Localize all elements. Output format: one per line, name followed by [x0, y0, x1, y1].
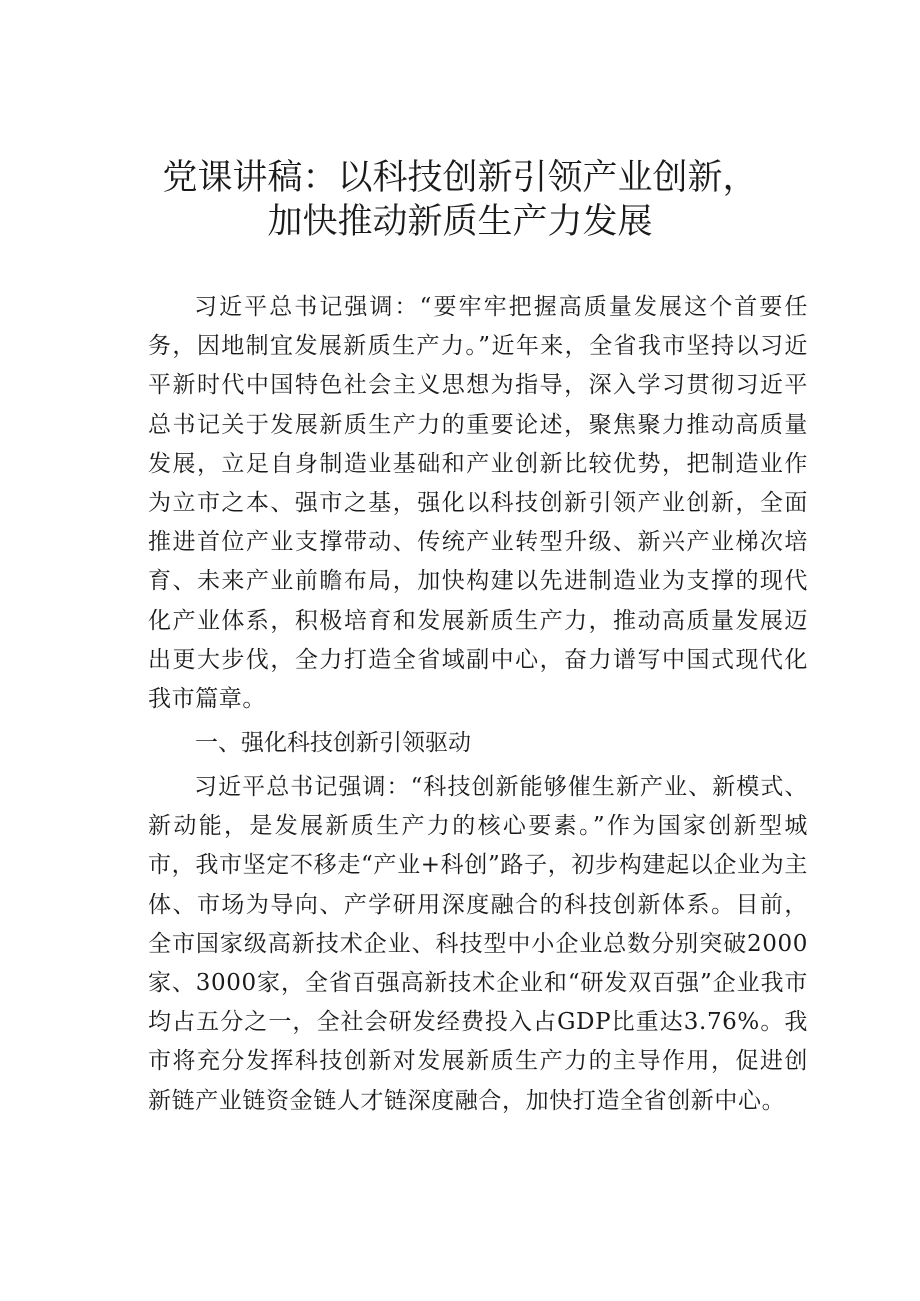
document-title-line-1: 党课讲稿：以科技创新引领产业创新，: [162, 158, 758, 198]
document-title-line-2: 加快推动新质生产力发展: [267, 202, 653, 242]
section-1-paragraph: 习近平总书记强调：“科技创新能够催生新产业、新模式、新动能，是发展新质生产力的核心要素。”作为国家创新型城市，我市坚定不移走“产业+科创”路子，初步构建起以企业为主体、市场为导向、产学研用深度融合的科技创新体系。目前，全市国家级高新技术企业、科技型中小企业总数分别突破2000家、3000家，全省百强高新技术企业和“研发双百强”企业我市均占五分之一，全社会研发经费投入占GDP比重达3.76%。我市将充分发挥科技创新对发展新质生产力的主导作用，促进创新链产业链资金链人才链深度融合，加快打造全省创新中心。: [148, 774, 808, 1114]
section-1-heading: 一、强化科技创新引领驱动: [195, 730, 471, 756]
intro-paragraph: 习近平总书记强调：“要牢牢把握高质量发展这个首要任务，因地制宜发展新质生产力。”近年来，全省我市坚持以习近平新时代中国特色社会主义思想为指导，深入学习贯彻习近平总书记关于发展新质生产力的重要论述，聚焦聚力推动高质量发展，立足自身制造业基础和产业创新比较优势，把制造业作为立市之本、强市之基，强化以科技创新引领产业创新，全面推进首位产业支撑带动、传统产业转型升级、新兴产业梯次培育、未来产业前瞻布局，加快构建以先进制造业为支撑的现代化产业体系，积极培育和发展新质生产力，推动高质量发展迈出更大步伐，全力打造全省域副中心，奋力谱写中国式现代化我市篇章。: [148, 294, 808, 713]
